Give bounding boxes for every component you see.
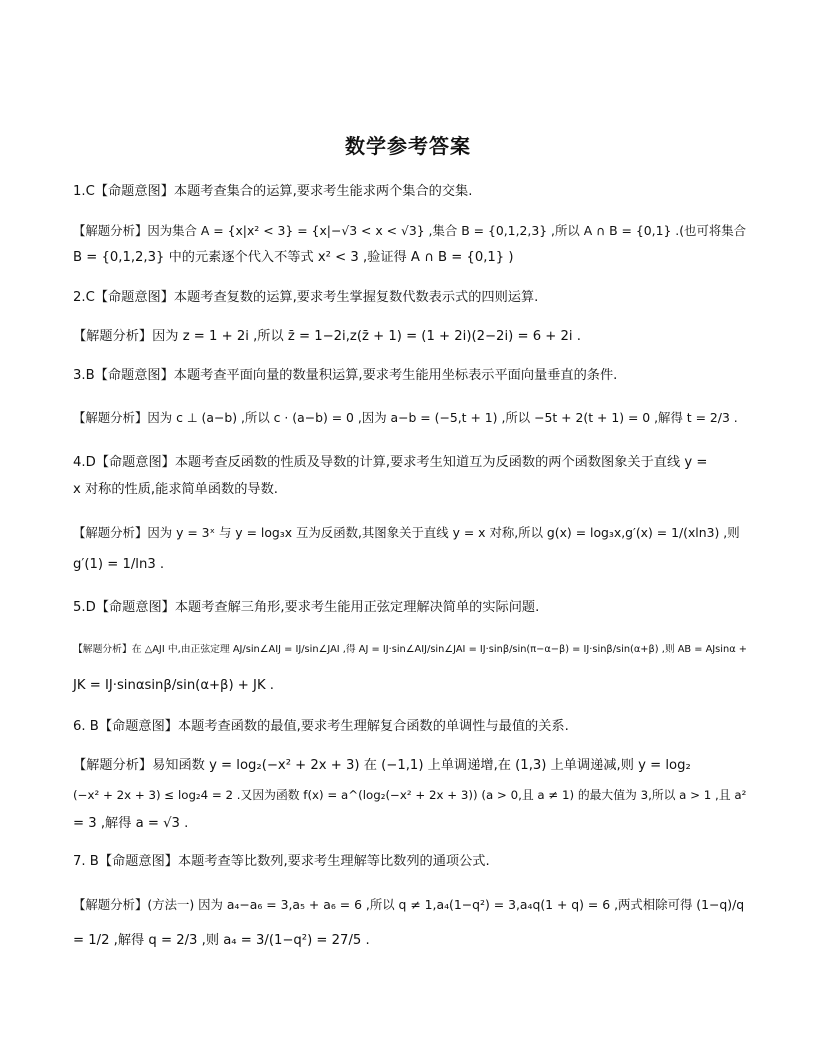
- q5-analysis-line2: JK = IJ·sinαsinβ/sin(α+β) + JK .: [73, 678, 274, 693]
- q2-intent: 2.C【命题意图】本题考查复数的运算,要求考生掌握复数代数表示式的四则运算.: [73, 290, 539, 305]
- q1-analysis-line2: B = {0,1,2,3} 中的元素逐个代入不等式 x² < 3 ,验证得 A ∩ B = {0,1} ): [73, 250, 514, 265]
- q7-analysis-line1: 【解题分析】(方法一) 因为 a₄−a₆ = 3,a₅ + a₆ = 6 ,所以 q ≠ 1,a₄(1−q²) = 3,a₄q(1 + q) = 6 ,两式相除可得 (1−q)/q: [73, 897, 745, 912]
- q4-intent-line2: x 对称的性质,能求简单函数的导数.: [73, 482, 279, 497]
- q4-analysis-line2: g′(1) = 1/ln3 .: [73, 557, 165, 572]
- q7-intent: 7. B【命题意图】本题考查等比数列,要求考生理解等比数列的通项公式.: [73, 854, 490, 869]
- q3-intent: 3.B【命题意图】本题考查平面向量的数量积运算,要求考生能用坐标表示平面向量垂直的条件.: [73, 368, 618, 383]
- q5-analysis-line1: 【解题分析】在 △AJI 中,由正弦定理 AJ/sin∠AIJ = IJ/sin∠JAI ,得 AJ = IJ·sin∠AIJ/sin∠JAI = IJ·sinβ/sin(π−α−β) = IJ·sinβ/sin(α+β) ,则 AB = AJsinα +: [73, 644, 747, 655]
- q1-intent: 1.C【命题意图】本题考查集合的运算,要求考生能求两个集合的交集.: [73, 184, 473, 199]
- q6-analysis-line1: 【解题分析】易知函数 y = log₂(−x² + 2x + 3) 在 (−1,1) 上单调递增,在 (1,3) 上单调递减,则 y = log₂: [73, 758, 691, 773]
- q6-analysis-line2: (−x² + 2x + 3) ≤ log₂4 = 2 .又因为函数 f(x) = a^(log₂(−x² + 2x + 3)) (a > 0,且 a ≠ 1) 的最大值为 3,所以 a > 1 ,且 a²: [73, 788, 747, 802]
- q3-analysis: 【解题分析】因为 c ⊥ (a−b) ,所以 c · (a−b) = 0 ,因为 a−b = (−5,t + 1) ,所以 −5t + 2(t + 1) = 0 ,解得 t = 2/3 .: [73, 410, 738, 425]
- q5-intent: 5.D【命题意图】本题考查解三角形,要求考生能用正弦定理解决简单的实际问题.: [73, 600, 540, 615]
- q7-analysis-line2: = 1/2 ,解得 q = 2/3 ,则 a₄ = 3/(1−q²) = 27/5 .: [73, 933, 370, 948]
- q6-intent: 6. B【命题意图】本题考查函数的最值,要求考生理解复合函数的单调性与最值的关系.: [73, 719, 569, 734]
- q4-analysis-line1: 【解题分析】因为 y = 3ˣ 与 y = log₃x 互为反函数,其图象关于直线 y = x 对称,所以 g(x) = log₃x,g′(x) = 1/(xln3) ,则: [73, 525, 740, 540]
- q4-intent-line1: 4.D【命题意图】本题考查反函数的性质及导数的计算,要求考生知道互为反函数的两个函数图象关于直线 y =: [73, 455, 708, 470]
- page-title: 数学参考答案: [345, 134, 471, 158]
- q6-analysis-line3: = 3 ,解得 a = √3 .: [73, 816, 189, 831]
- q2-analysis: 【解题分析】因为 z = 1 + 2i ,所以 z̄ = 1−2i,z(z̄ + 1) = (1 + 2i)(2−2i) = 6 + 2i .: [73, 329, 581, 344]
- q1-analysis-line1: 【解题分析】因为集合 A = {x|x² < 3} = {x|−√3 < x < √3} ,集合 B = {0,1,2,3} ,所以 A ∩ B = {0,1} .(也可将集合: [73, 223, 747, 238]
